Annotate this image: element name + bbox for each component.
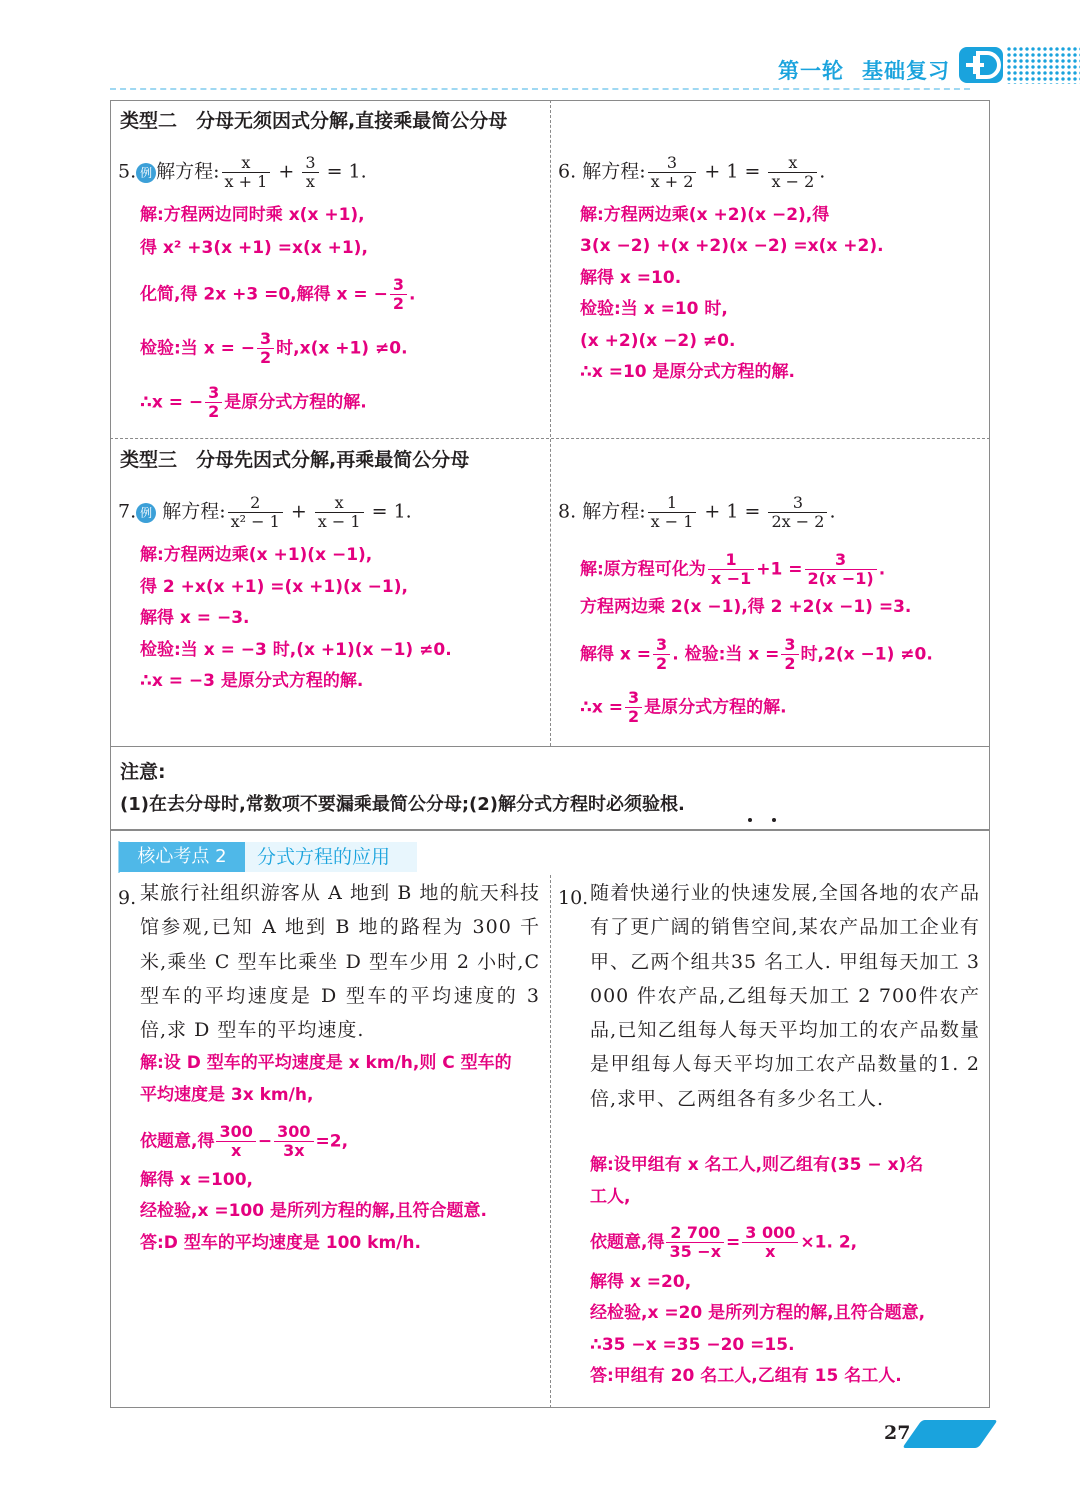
q7-step-4: 检验:当 x = −3 时,(x +1)(x −1) ≠0. [140, 640, 452, 660]
fraction [781, 636, 798, 673]
text: = [726, 1232, 741, 1253]
plus-d-logo-icon [958, 46, 1004, 84]
q9-step-3 [140, 1123, 348, 1160]
numerator: 3 [625, 689, 642, 708]
column-divider-top [550, 100, 551, 746]
q10-step-6: ∴35 −x =35 −20 =15. [590, 1335, 795, 1355]
fraction [302, 154, 318, 191]
text: . 检验:当 x = [672, 644, 780, 665]
q10-step-4: 解得 x =20, [590, 1272, 692, 1292]
fraction [648, 494, 697, 531]
q7-step-1: 解:方程两边乘(x +1)(x −1), [140, 545, 373, 565]
fraction [390, 276, 407, 313]
denominator: x + 2 [650, 172, 694, 191]
fraction [666, 1224, 724, 1261]
fraction [257, 330, 274, 367]
q5-prompt: 5. 例 解方程: $\frac{x}{x + 1}$ + $\frac{3}{x}$ = 1. [118, 153, 367, 191]
q10-step-7: 答:甲组有 20 名工人,乙组有 15 名工人. [590, 1366, 902, 1386]
numerator: 3 [653, 636, 670, 655]
q5-label: 解方程: [156, 160, 220, 183]
q6-step-4: 检验:当 x =10 时, [580, 299, 728, 319]
numerator: x [222, 154, 271, 173]
text: + 1 = [704, 500, 761, 523]
text: ∴x = − [140, 392, 204, 413]
equation-rhs: = 1. [371, 500, 412, 523]
q10-step-3 [590, 1224, 857, 1261]
q9-step-5: 经检验,x =100 是所列方程的解,且符合题意. [140, 1201, 487, 1221]
page-number: 27 [884, 1422, 911, 1444]
q7-prompt: 7. 例 解方程: $\frac{2}{\text{x² − 1}}$ + $\frac{x}{x - 1}$ = 1. [118, 493, 412, 531]
core-topic-tag [118, 841, 391, 873]
fraction [805, 551, 877, 588]
note-divider [110, 746, 990, 747]
text: 依题意,得 [590, 1232, 665, 1253]
denominator: x + 1 [224, 172, 268, 191]
numerator: 1 [708, 551, 754, 570]
fraction [742, 1224, 798, 1261]
numerator: x [768, 154, 817, 173]
q5-step-2: 得 x² +3(x +1) =x(x +1), [140, 238, 368, 258]
text: 是原分式方程的解. [224, 392, 367, 413]
fraction [768, 154, 817, 191]
text: . [819, 160, 826, 183]
q9-step-1: 解:设 D 型车的平均速度是 x km/h,则 C 型车的 [140, 1053, 512, 1073]
q5-step-3 [140, 276, 415, 313]
fraction [205, 384, 222, 421]
q9-step-6: 答:D 型车的平均速度是 100 km/h. [140, 1233, 421, 1253]
numerator: 2 700 [666, 1224, 724, 1243]
text: 解:原方程可化为 [580, 559, 706, 580]
q10-question: 随着快递行业的快速发展,全国各地的农产品有了更广阔的销售空间,某农产品加工企业有甲、乙两个组共35 名工人. 甲组每天加工 3 000 件农产品,乙组每天加工 2 700件农产品,已知乙组每人每天平均加工的农产品数量是甲组每人每天平均加工农产品数量的1. 2倍,求甲、乙两组各有多少名工人. [590, 882, 980, 1110]
denominator: 2 [784, 654, 796, 673]
fraction [653, 636, 670, 673]
text: + 1 = [704, 160, 761, 183]
q7-step-2: 得 2 +x(x +1) =(x +1)(x −1), [140, 577, 408, 597]
header-divider [110, 88, 970, 90]
denominator: 2 [392, 294, 404, 313]
q6-step-1: 解:方程两边乘(x +2)(x −2),得 [580, 205, 830, 225]
denominator: 2(x −1) [807, 569, 874, 588]
numerator: 2 [228, 494, 283, 513]
fraction [228, 494, 283, 531]
text: 时,2(x −1) ≠0. [800, 644, 933, 665]
denominator: 35 −x [669, 1242, 722, 1261]
text: 解得 x = [580, 644, 652, 665]
header-title [778, 55, 968, 85]
text: . [878, 559, 886, 580]
fraction [315, 494, 364, 531]
denominator: 3x [283, 1141, 305, 1160]
numerator: 3 000 [742, 1224, 798, 1243]
denominator: 2 [208, 402, 220, 421]
q6-step-5: (x +2)(x −2) ≠0. [580, 331, 736, 351]
type-divider [110, 438, 990, 439]
q6-step-3: 解得 x =10. [580, 268, 682, 288]
q8-step-3 [580, 636, 933, 673]
numerator: 3 [205, 384, 222, 403]
numerator: 3 [648, 154, 697, 173]
q8-step-4 [580, 689, 787, 726]
denominator: x −1 [710, 569, 752, 588]
q9-step-2: 平均速度是 3x km/h, [140, 1085, 314, 1105]
denominator: 2 [656, 654, 668, 673]
denominator: 2 [627, 707, 640, 726]
q7-number: 7. [118, 500, 137, 523]
denominator: 2 [260, 348, 272, 367]
numerator: 3 [302, 154, 318, 173]
header-round: 第一轮 [778, 59, 844, 83]
q10-step-1: 解:设甲组有 x 名工人,则乙组有(35 − x)名 [590, 1155, 924, 1175]
fraction [274, 1123, 313, 1160]
emphasis-dot [748, 818, 752, 822]
text: 是原分式方程的解. [644, 697, 787, 718]
q6-label: 解方程: [582, 160, 646, 183]
q10-step-2: 工人, [590, 1187, 631, 1207]
note-text: (1)在去分母时,常数项不要漏乘最简公分母;(2)解分式方程时必须验根. [120, 794, 685, 815]
fraction [648, 154, 697, 191]
text: − [257, 1131, 273, 1152]
q7-step-5: ∴x = −3 是原分式方程的解. [140, 671, 364, 691]
page-number-bar [902, 1420, 998, 1448]
text: . [829, 500, 836, 523]
text: 时,x(x +1) ≠0. [276, 338, 408, 359]
q5-step-1: 解:方程两边同时乘 x(x +1), [140, 205, 365, 225]
q5-step-4 [140, 330, 408, 367]
header-dot-pattern [1006, 46, 1080, 84]
q8-prompt [558, 494, 836, 531]
denominator: x [305, 172, 315, 191]
q5-number: 5. [118, 160, 137, 183]
example-badge: 例 [136, 503, 156, 523]
page-header [0, 0, 1080, 100]
denominator: x [765, 1242, 776, 1261]
text: ∴x = [580, 697, 623, 718]
header-section: 基础复习 [862, 59, 950, 83]
denominator: 2x − 2 [771, 512, 825, 531]
text: 检验:当 x = − [140, 338, 256, 359]
q10-number: 10. [558, 887, 589, 909]
note-title: 注意: [120, 761, 166, 783]
q10-step-5: 经检验,x =20 是所列方程的解,且符合题意, [590, 1303, 926, 1323]
text: 化简,得 2x +3 =0,解得 x = − [140, 284, 388, 305]
text: =2, [315, 1131, 349, 1152]
numerator: 3 [805, 551, 877, 570]
q8-number: 8. [558, 500, 577, 523]
column-divider-bottom [550, 875, 551, 1408]
example-badge: 例 [136, 163, 156, 183]
fraction [222, 154, 271, 191]
q8-label: 解方程: [582, 500, 646, 523]
text: 依题意,得 [140, 1131, 215, 1152]
numerator: 3 [390, 276, 407, 295]
q9-step-4: 解得 x =100, [140, 1170, 253, 1190]
denominator: x − 1 [650, 512, 694, 531]
numerator: x [315, 494, 364, 513]
numerator: 300 [274, 1123, 313, 1142]
q7-label: 解方程: [162, 500, 226, 523]
fraction [625, 689, 642, 726]
numerator: 300 [216, 1123, 255, 1142]
q6-step-6: ∴x =10 是原分式方程的解. [580, 362, 795, 382]
q6-prompt [558, 154, 825, 191]
type3-title: 类型三 分母先因式分解,再乘最简公分母 [120, 449, 470, 471]
equation-rhs: = 1. [326, 160, 367, 183]
numerator: 1 [648, 494, 697, 513]
core-topic-label: 核心考点 2 [119, 842, 245, 872]
q8-step-1 [580, 551, 885, 588]
text: +1 = [756, 559, 803, 580]
fraction [216, 1123, 255, 1160]
denominator: x² − 1 [230, 512, 280, 531]
q6-number: 6. [558, 160, 577, 183]
emphasis-dot [772, 818, 776, 822]
q9-question: 某旅行社组织游客从 A 地到 B 地的航天科技馆参观,已知 A 地到 B 地的路程为 300 千米,乘坐 C 型车比乘坐 D 型车少用 2 小时,C 型车的平均速度是 D 型车的平均速度的 3 倍,求 D 型车的平均速度. [140, 882, 540, 1042]
denominator: x − 2 [771, 172, 815, 191]
q7-step-3: 解得 x = −3. [140, 608, 250, 628]
denominator: x [231, 1141, 242, 1160]
numerator: 3 [781, 636, 798, 655]
text: ×1. 2, [800, 1232, 858, 1253]
q6-step-2: 3(x −2) +(x +2)(x −2) =x(x +2). [580, 236, 884, 256]
numerator: 3 [768, 494, 827, 513]
type2-title: 类型二 分母无须因式分解,直接乘最简公分母 [120, 110, 508, 132]
q8-step-2: 方程两边乘 2(x −1),得 2 +2(x −1) =3. [580, 597, 912, 617]
denominator: x − 1 [317, 512, 361, 531]
q5-step-5 [140, 384, 367, 421]
fraction [768, 494, 827, 531]
fraction [708, 551, 754, 588]
q9-number: 9. [118, 887, 137, 909]
text: . [408, 284, 416, 305]
core-topic-title: 分式方程的应用 [245, 842, 417, 872]
numerator: 3 [257, 330, 274, 349]
